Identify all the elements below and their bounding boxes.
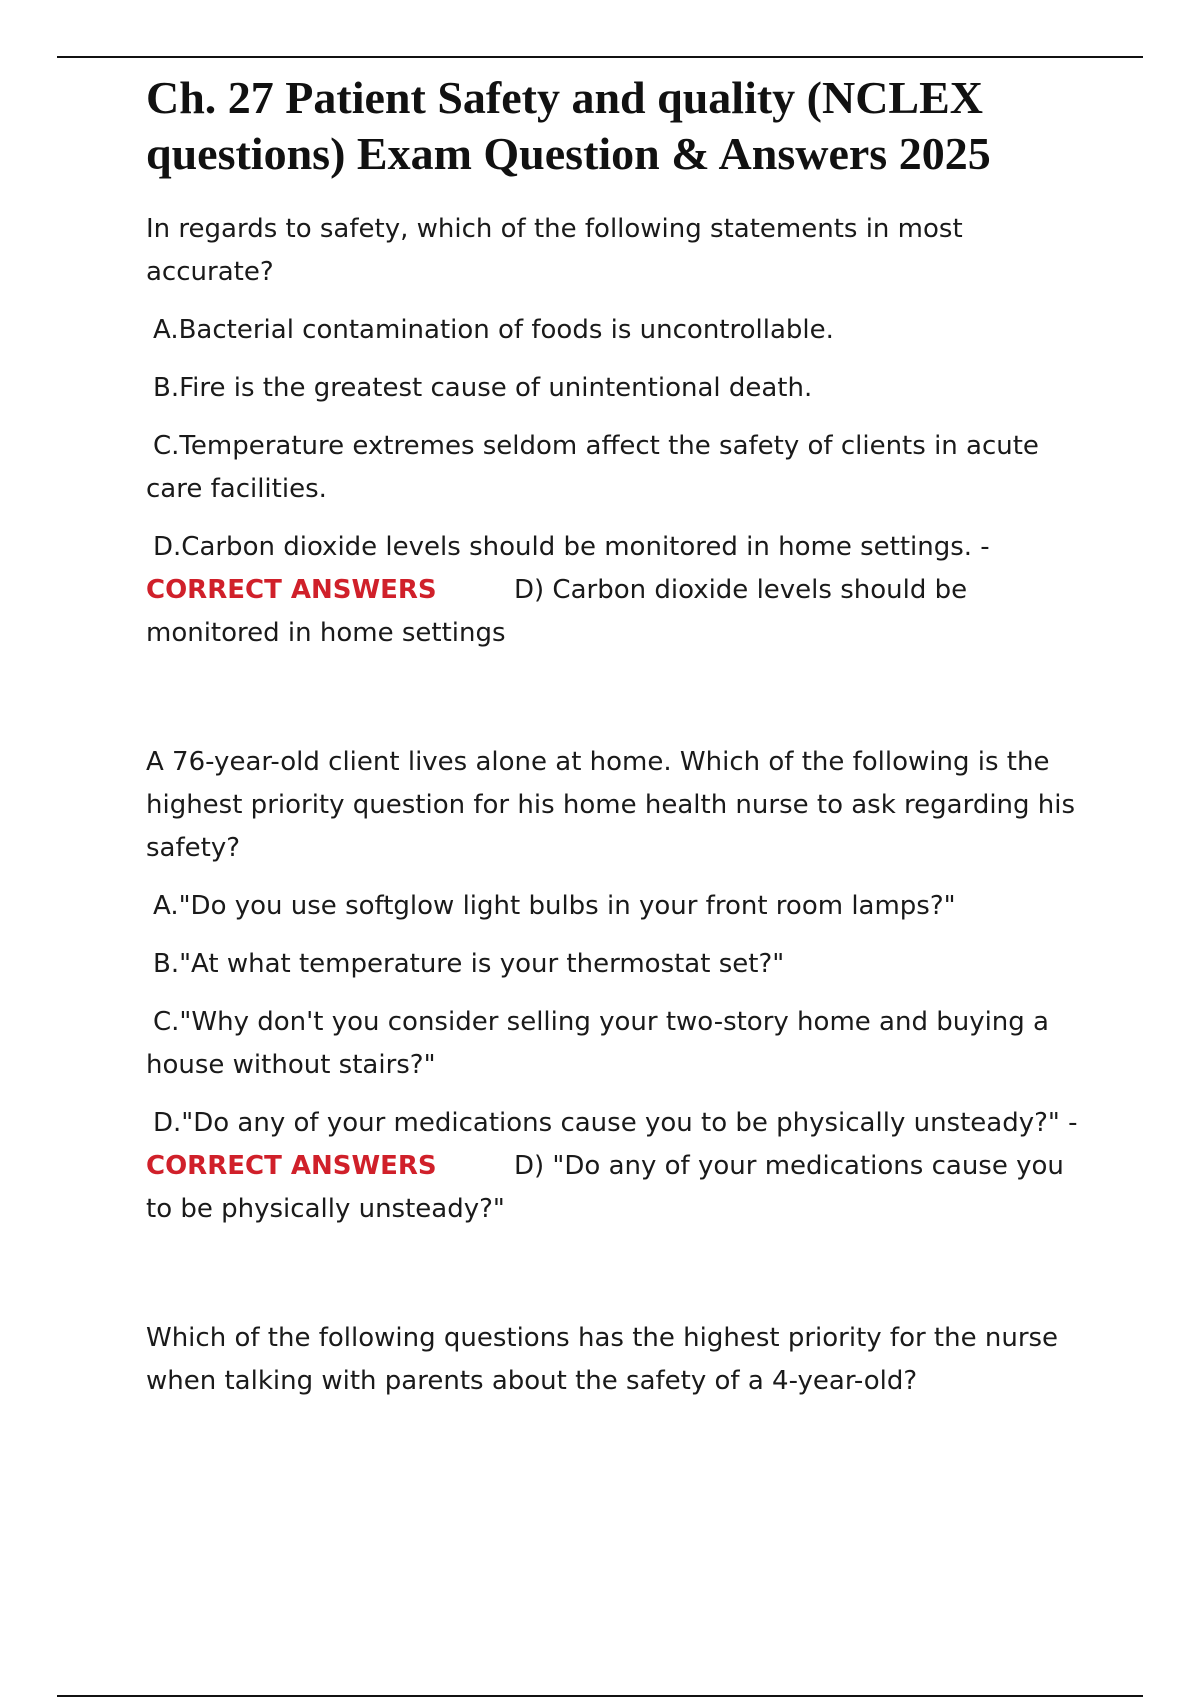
correct-answers-label: CORRECT ANSWERS	[146, 1151, 437, 1181]
question-spacer	[146, 670, 1086, 741]
option-b: B."At what temperature is your thermostat set?"	[153, 949, 785, 979]
option-d: D.Carbon dioxide levels should be monitored in home settings. -	[153, 532, 990, 562]
option-c: C."Why don't you consider selling your two-story home and buying a house without stairs?"	[146, 1007, 1049, 1080]
option-d-with-answer	[146, 1102, 1086, 1231]
option-b: B.Fire is the greatest cause of unintentional death.	[153, 373, 813, 403]
option-a: A."Do you use softglow light bulbs in your front room lamps?"	[153, 891, 956, 921]
question-block-1	[146, 208, 1086, 655]
document-title: Ch. 27 Patient Safety and quality (NCLEX questions) Exam Question & Answers 2025	[146, 72, 991, 179]
option-a: A.Bacterial contamination of foods is uncontrollable.	[153, 315, 834, 345]
correct-answers-label: CORRECT ANSWERS	[146, 575, 437, 605]
question-text: Which of the following questions has the highest priority for the nurse when talking with parents about the safety of a 4-year-old?	[146, 1323, 1059, 1396]
top-rule	[57, 56, 1143, 58]
bottom-rule	[57, 1695, 1143, 1697]
question-block-2	[146, 741, 1086, 1231]
option-d: D."Do any of your medications cause you to be physically unsteady?" -	[153, 1108, 1078, 1138]
option-d-with-answer	[146, 526, 1086, 655]
document-body	[146, 70, 1086, 1418]
question-text: A 76-year-old client lives alone at home. Which of the following is the highest priority question for his home health nurse to ask regarding his safety?	[146, 747, 1076, 863]
answer-text: D) "Do any of your medications cause you to be physically unsteady?"	[146, 1151, 1064, 1224]
question-block-3	[146, 1317, 1086, 1403]
question-spacer	[146, 1246, 1086, 1317]
option-c: C.Temperature extremes seldom affect the safety of clients in acute care facilities.	[146, 431, 1039, 504]
answer-text: D) Carbon dioxide levels should be monitored in home settings	[146, 575, 968, 648]
question-text: In regards to safety, which of the following statements in most accurate?	[146, 214, 963, 287]
